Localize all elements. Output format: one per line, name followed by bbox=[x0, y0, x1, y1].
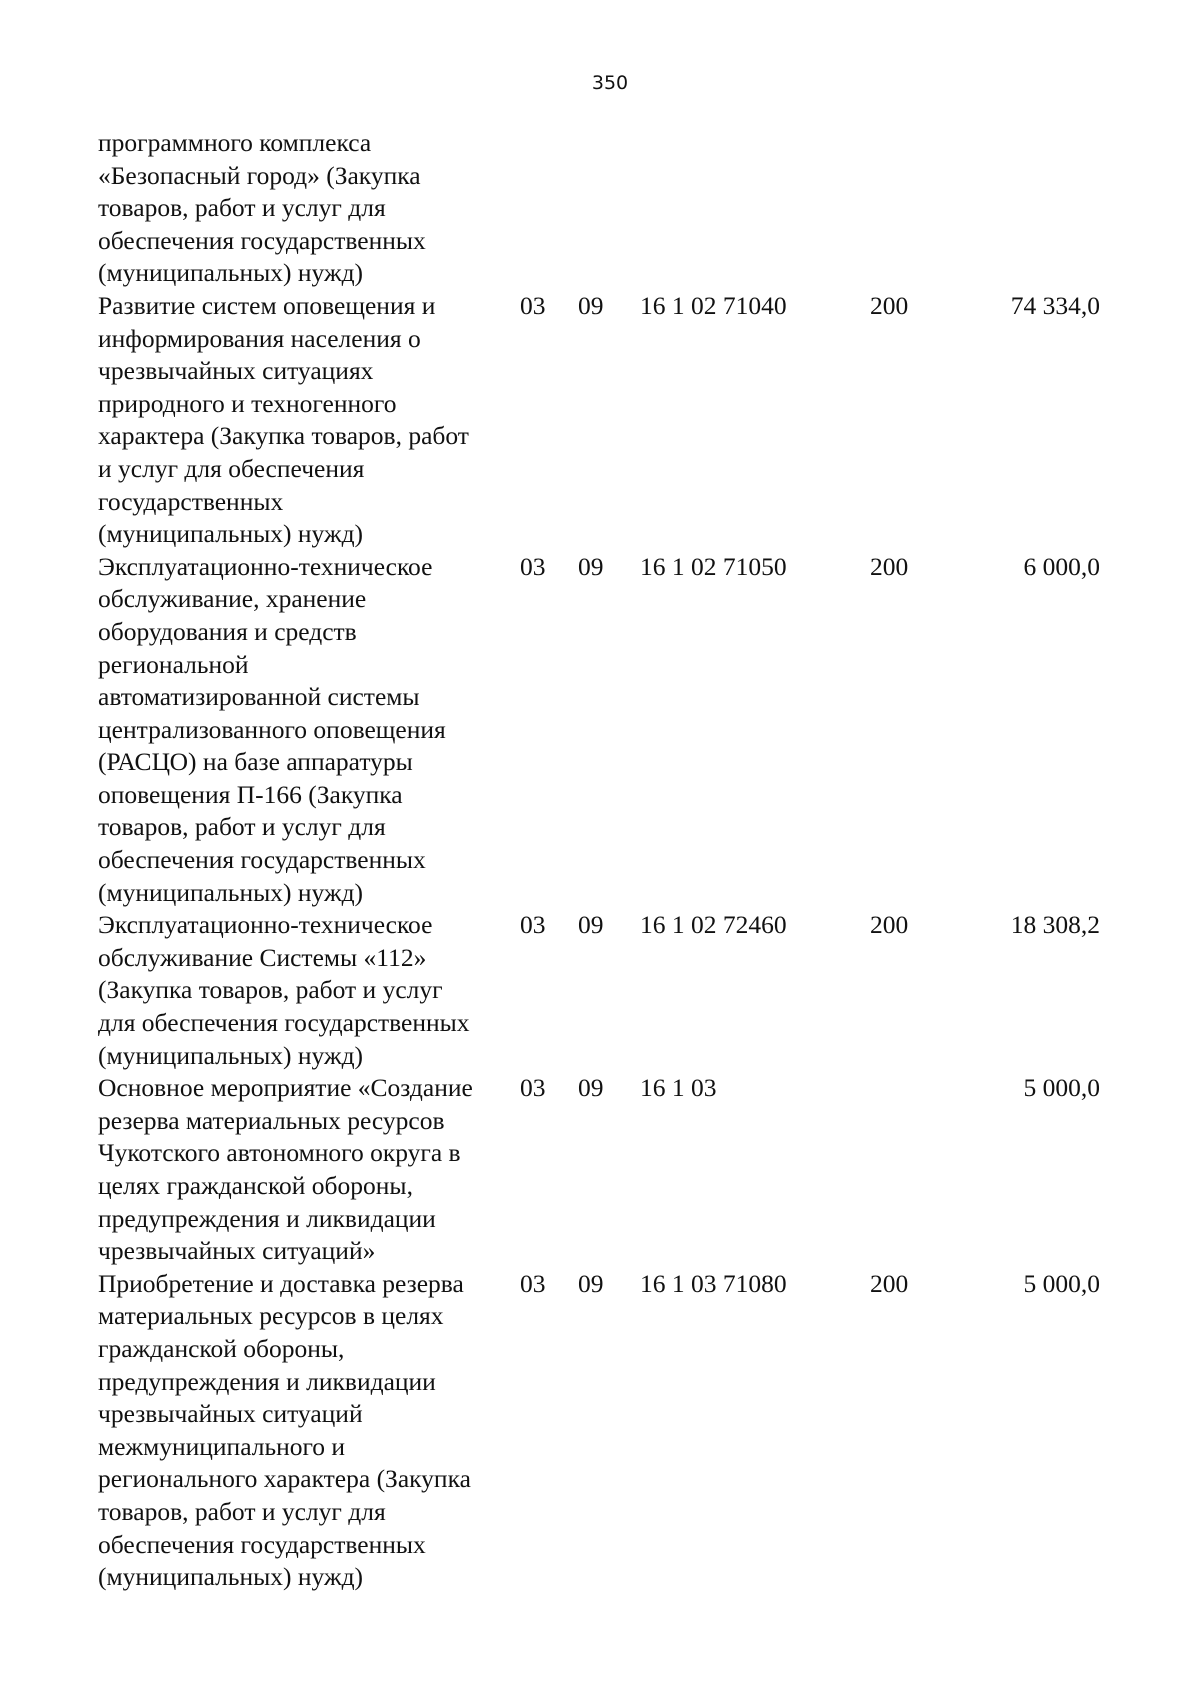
row-expense-type: 200 bbox=[870, 551, 909, 581]
row-description: программного комплекса «Безопасный город» (Закупка товаров, работ и услуг для обеспечения государственных (муниципальных) нужд) bbox=[98, 128, 426, 288]
table-row bbox=[98, 551, 1160, 910]
row-amount: 18 308,2 bbox=[1010, 910, 1100, 940]
row-description: Развитие систем оповещения и информирования населения о чрезвычайных ситуациях природного и техногенного характера (Закупка товаров, работ и услуг для обеспечения государственных (муниципальных) нужд) bbox=[98, 290, 469, 549]
row-target-article: 16 1 03 71080 bbox=[640, 1268, 787, 1298]
row-subsection: 09 bbox=[578, 290, 604, 320]
table-row bbox=[98, 1072, 1160, 1268]
row-description: Эксплуатационно-техническое обслуживание, хранение оборудования и средств региональной автоматизированной системы централизованного оповещения (РАСЦО) на базе аппаратуры оповещения П-166 (Закупка товаров, работ и услуг для обеспечения государственных (муниципальных) нужд) bbox=[98, 551, 446, 907]
row-target-article: 16 1 03 bbox=[640, 1073, 717, 1103]
row-target-article: 16 1 02 72460 bbox=[640, 910, 787, 940]
row-expense-type: 200 bbox=[870, 910, 909, 940]
row-description: Приобретение и доставка резерва материальных ресурсов в целях гражданской обороны, предупреждения и ликвидации чрезвычайных ситуаций межмуниципального и регионального характера (Закупка товаров, работ и услуг для обеспечения государственных (муниципальных) нужд) bbox=[98, 1268, 471, 1592]
page-number: 350 bbox=[591, 72, 629, 94]
row-target-article: 16 1 02 71050 bbox=[640, 551, 787, 581]
table-row bbox=[98, 290, 1160, 551]
row-target-article: 16 1 02 71040 bbox=[640, 290, 787, 320]
row-section: 03 bbox=[520, 1268, 546, 1298]
row-section: 03 bbox=[520, 551, 546, 581]
row-subsection: 09 bbox=[578, 551, 604, 581]
budget-table bbox=[98, 127, 1160, 1594]
row-amount: 6 000,0 bbox=[1023, 551, 1100, 581]
table-row bbox=[98, 909, 1160, 1072]
row-section: 03 bbox=[520, 910, 546, 940]
row-amount: 74 334,0 bbox=[1010, 290, 1100, 320]
row-subsection: 09 bbox=[578, 1073, 604, 1103]
row-subsection: 09 bbox=[578, 910, 604, 940]
row-description: Эксплуатационно-техническое обслуживание Системы «112» (Закупка товаров, работ и услуг для обеспечения государственных (муниципальных) нужд) bbox=[98, 910, 470, 1070]
row-amount: 5 000,0 bbox=[1023, 1268, 1100, 1298]
row-subsection: 09 bbox=[578, 1268, 604, 1298]
row-section: 03 bbox=[520, 290, 546, 320]
row-description: Основное мероприятие «Создание резерва материальных ресурсов Чукотского автономного округа в целях гражданской обороны, предупреждения и ликвидации чрезвычайных ситуаций» bbox=[98, 1073, 473, 1266]
row-amount: 5 000,0 bbox=[1023, 1073, 1100, 1103]
row-expense-type: 200 bbox=[870, 290, 909, 320]
row-section: 03 bbox=[520, 1073, 546, 1103]
table-row bbox=[98, 127, 1160, 290]
table-row bbox=[98, 1268, 1160, 1594]
row-expense-type: 200 bbox=[870, 1268, 909, 1298]
